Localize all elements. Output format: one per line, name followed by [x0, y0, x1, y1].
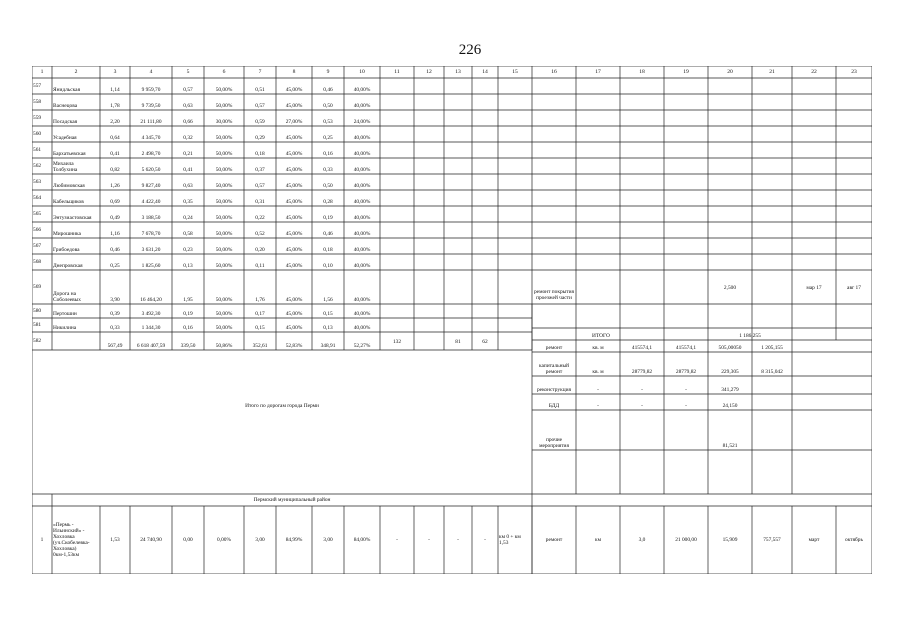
table-cell: 0,21 — [183, 151, 193, 157]
street-name: Янидльская — [53, 87, 81, 93]
work-type: реконструкция — [536, 387, 571, 393]
table-cell: 415574,1 — [675, 345, 697, 351]
table-cell: 0,57 — [183, 87, 193, 93]
street-name: Грибоедова — [53, 247, 80, 253]
table-cell: 0,16 — [183, 325, 193, 331]
column-number: 2 — [74, 68, 78, 75]
table-cell: - — [484, 536, 486, 543]
table-cell: 50,00% — [215, 151, 233, 157]
table-cell: 558 — [33, 98, 42, 105]
table-cell — [753, 376, 791, 394]
column-number: 13 — [455, 68, 461, 75]
summary-label: Итого по дорогам города Перми — [245, 402, 319, 409]
table-cell: - — [685, 403, 687, 409]
table-cell: 62 — [482, 339, 488, 345]
table-cell: 1,53 — [110, 536, 120, 543]
table-cell: 50,00% — [215, 297, 233, 303]
column-number: 19 — [683, 68, 689, 75]
column-number: 6 — [222, 68, 226, 75]
table-cell: 1 — [40, 536, 44, 543]
table-cell: 582 — [33, 337, 42, 344]
column-number: 23 — [851, 68, 857, 75]
table-cell: 45,00% — [285, 87, 303, 93]
table-cell: 30,00% — [215, 119, 233, 125]
table-cell: 84,00% — [353, 536, 371, 543]
street-name: Никилина — [53, 325, 77, 331]
table-cell: 0,35 — [183, 199, 193, 205]
column-number: 3 — [113, 68, 117, 75]
table-cell: 28779,82 — [675, 369, 697, 375]
table-cell: 0,41 — [110, 151, 120, 157]
table-cell: 40,00% — [353, 183, 371, 189]
table-cell: 3 631,20 — [141, 247, 161, 253]
table-cell: 0,20 — [255, 247, 265, 253]
table-cell: 0,29 — [255, 135, 265, 141]
total-label: ИТОГО — [592, 333, 610, 339]
column-number: 22 — [811, 68, 817, 75]
column-number: 12 — [426, 68, 432, 75]
table-cell: 567,49 — [107, 343, 123, 349]
work-type: БДД — [548, 403, 560, 409]
table-cell: 0,46 — [323, 231, 333, 237]
column-number: 1 — [40, 68, 44, 75]
table-cell: 1,26 — [110, 183, 120, 189]
table-cell: 0,49 — [110, 215, 120, 221]
table-cell: 52,27% — [353, 343, 371, 349]
table-cell: 0,69 — [110, 199, 120, 205]
table-cell: 50,86% — [215, 343, 233, 349]
table-cell: 24,150 — [722, 403, 738, 409]
table-cell: 0,31 — [255, 199, 265, 205]
table-cell: 4 345,70 — [141, 135, 161, 141]
table-cell: км 0 + км 1,53 — [499, 533, 521, 546]
table-cell: 415574,1 — [631, 345, 653, 351]
table-cell: 50,00% — [215, 103, 233, 109]
table-cell: 0,37 — [255, 167, 265, 173]
table-cell: 15,909 — [722, 536, 738, 543]
table-cell: 2,500 — [723, 285, 737, 291]
work-type: капитальный ремонт — [538, 363, 570, 375]
table-cell: 45,00% — [285, 183, 303, 189]
table-cell: 50,00% — [215, 135, 233, 141]
table-cell: 0,82 — [110, 167, 120, 173]
table-cell: 52,83% — [285, 343, 303, 349]
table-cell: 81,521 — [722, 443, 738, 449]
table-cell: 580 — [33, 307, 42, 314]
table-cell: 0,39 — [110, 311, 120, 317]
district-title: Пермский муниципальный район — [253, 496, 331, 503]
column-number: 8 — [292, 68, 296, 75]
table-cell: 0,28 — [323, 199, 333, 205]
column-number: 10 — [359, 68, 365, 75]
table-cell: 9 739,50 — [141, 103, 161, 109]
table-cell: 0,64 — [110, 135, 120, 141]
table-cell: март — [808, 536, 820, 543]
table-cell: 24,00% — [353, 119, 371, 125]
table-cell: 0,53 — [323, 119, 333, 125]
column-number: 21 — [769, 68, 775, 75]
table-cell: 565 — [33, 210, 42, 217]
table-cell: 6 618 407,59 — [136, 343, 166, 349]
table-cell: 0,52 — [255, 231, 265, 237]
column-number: 7 — [258, 68, 262, 75]
table-cell: 1 205,155 — [761, 345, 783, 351]
street-name: Васнецова — [53, 103, 78, 109]
table-cell: 40,00% — [353, 135, 371, 141]
table-cell: 0,11 — [255, 263, 265, 269]
table-cell: 45,00% — [285, 167, 303, 173]
page-number: 226 — [458, 42, 482, 58]
table-cell: 0,57 — [255, 103, 265, 109]
table-cell: 0,63 — [183, 103, 193, 109]
table-cell: 50,00% — [215, 311, 233, 317]
column-number: 20 — [727, 68, 733, 75]
table-cell: 0,33 — [110, 325, 120, 331]
table-cell: 4 422,40 — [141, 199, 161, 205]
table-cell: 45,00% — [285, 215, 303, 221]
table-cell: 567 — [33, 242, 42, 249]
table-cell: 569 — [33, 283, 42, 290]
table-cell: 0,23 — [183, 247, 193, 253]
table-cell: 1 344,30 — [141, 325, 161, 331]
table-cell: 50,00% — [215, 263, 233, 269]
table-cell: 339,50 — [180, 343, 196, 349]
table-cell: 2,20 — [110, 119, 120, 125]
table-cell: 757,557 — [763, 536, 781, 543]
table-cell: 2 498,70 — [141, 151, 161, 157]
table-cell: 50,00% — [215, 247, 233, 253]
table-cell: 0,16 — [323, 151, 333, 157]
table-cell: ремонт — [545, 536, 563, 543]
table-cell: 0,51 — [255, 87, 265, 93]
street-name: Энтузиастовская — [53, 215, 92, 221]
table-cell: 0,15 — [323, 311, 333, 317]
table-cell: 352,61 — [252, 343, 268, 349]
table-cell — [577, 410, 619, 450]
street-name — [53, 332, 99, 350]
table-cell: 3,00 — [255, 536, 265, 543]
table-cell: 45,00% — [285, 199, 303, 205]
table-cell: 341,279 — [721, 387, 739, 393]
table-cell: 45,00% — [285, 135, 303, 141]
table-cell: 0,13 — [183, 263, 193, 269]
table-cell: 40,00% — [353, 215, 371, 221]
street-name: Мирошника — [53, 231, 81, 237]
table-cell: 45,00% — [285, 325, 303, 331]
table-cell: 81 — [455, 339, 461, 345]
street-name: Днепровская — [53, 263, 83, 269]
table-cell: 45,00% — [285, 151, 303, 157]
end-month: авг 17 — [847, 285, 861, 291]
table-cell: 0,13 — [323, 325, 333, 331]
table-cell: 45,00% — [285, 103, 303, 109]
table-cell: 229,305 — [721, 369, 739, 375]
table-cell: 1,76 — [255, 297, 265, 303]
table-cell: 1,14 — [110, 87, 120, 93]
table-cell: 3,00 — [323, 536, 333, 543]
table-cell: 0,50 — [323, 183, 333, 189]
table-cell: 16 464,20 — [140, 297, 162, 303]
work-type: ремонт покрытия проезжей части — [533, 289, 575, 301]
table-cell: - — [396, 536, 398, 543]
table-cell: 50,00% — [215, 215, 233, 221]
table-cell: 45,00% — [285, 247, 303, 253]
table-cell: 8 315,042 — [761, 369, 783, 375]
table-cell: 505,00050 — [718, 345, 742, 351]
table-cell: 40,00% — [353, 167, 371, 173]
table-cell: 1,16 — [110, 231, 120, 237]
table-cell: 3,0 — [638, 536, 646, 543]
table-cell: км — [594, 536, 602, 543]
table-cell: 0,25 — [110, 263, 120, 269]
table-cell: 24 740,90 — [140, 536, 162, 543]
street-name: Михаила Толбухина — [53, 161, 78, 173]
table-cell: 7 678,70 — [141, 231, 161, 237]
table-cell: 0,15 — [255, 325, 265, 331]
table-cell: 40,00% — [353, 297, 371, 303]
table-cell: 562 — [33, 162, 42, 169]
table-cell: 0,41 — [183, 167, 193, 173]
table-cell: 563 — [33, 178, 42, 185]
street-name: Посадская — [53, 119, 78, 125]
table-cell: кв. м — [592, 369, 604, 375]
table-cell: 566 — [33, 226, 42, 233]
table-cell: 132 — [392, 339, 402, 345]
table-cell: 0,32 — [183, 135, 193, 141]
table-cell: 40,00% — [353, 103, 371, 109]
table-cell: 560 — [33, 130, 42, 137]
street-name: Кабельщиков — [53, 199, 84, 205]
work-type: ремонт — [545, 345, 563, 351]
table-cell: 40,00% — [353, 311, 371, 317]
table-cell: 50,00% — [215, 183, 233, 189]
column-number: 4 — [149, 68, 153, 75]
table-cell — [621, 410, 663, 450]
column-number: 5 — [186, 68, 190, 75]
column-number: 11 — [394, 68, 400, 75]
table-cell: 1,95 — [183, 297, 193, 303]
table-cell: 21 000,00 — [675, 536, 697, 543]
total-value: 1 186,255 — [739, 333, 761, 339]
table-cell — [753, 394, 791, 410]
table-cell: 559 — [33, 114, 42, 121]
table-cell: 557 — [33, 82, 42, 89]
start-month: мар 17 — [806, 285, 822, 291]
table-cell: 50,00% — [215, 231, 233, 237]
table-cell — [753, 410, 791, 450]
table-cell: 3 492,30 — [141, 311, 161, 317]
table-cell: - — [597, 387, 599, 393]
column-number: 9 — [326, 68, 330, 75]
table-cell: 50,00% — [215, 167, 233, 173]
table-cell — [665, 410, 707, 450]
table-cell: 21 111,80 — [140, 119, 162, 125]
table-cell: 0,00% — [217, 536, 231, 543]
table-cell: 0,50 — [323, 103, 333, 109]
table-cell: 45,00% — [285, 231, 303, 237]
table-cell: 0,25 — [323, 135, 333, 141]
street-name: Усадебная — [53, 135, 77, 141]
table-cell: 0,18 — [255, 151, 265, 157]
column-number: 18 — [639, 68, 645, 75]
table-cell: 0,00 — [183, 536, 193, 543]
table-cell: 0,46 — [110, 247, 120, 253]
column-number: 16 — [551, 68, 557, 75]
table-cell: 40,00% — [353, 199, 371, 205]
road-name: «Пермь - Ильинский» - Хохловка (уч.Скобелевка-Хохловка) 0км-1,53км — [53, 521, 90, 558]
table-cell: 0,19 — [183, 311, 193, 317]
table-cell: - — [641, 403, 643, 409]
table-cell: 40,00% — [353, 247, 371, 253]
table-cell: 50,00% — [215, 199, 233, 205]
table-cell: 1 825,60 — [141, 263, 161, 269]
table-cell: - — [685, 387, 687, 393]
table-cell: 40,00% — [353, 231, 371, 237]
table-cell: 581 — [33, 321, 42, 328]
street-name: Бархатьевская — [53, 151, 86, 157]
table-cell: 45,00% — [285, 311, 303, 317]
table-cell: 0,22 — [255, 215, 265, 221]
table-cell: 3,90 — [110, 297, 120, 303]
column-number: 17 — [595, 68, 601, 75]
table-cell: - — [457, 536, 459, 543]
table-cell: 3 188,50 — [141, 215, 161, 221]
table-cell: 0,10 — [323, 263, 333, 269]
street-name: Пертошин — [53, 311, 77, 317]
table-cell: октябрь — [845, 536, 863, 543]
street-name: Любимовская — [53, 183, 85, 189]
table-cell: 9 827,40 — [141, 183, 161, 189]
table-cell: 40,00% — [353, 87, 371, 93]
table-cell: 0,46 — [323, 87, 333, 93]
table-cell: 40,00% — [353, 325, 371, 331]
table-cell: 564 — [33, 194, 42, 201]
table-cell: 0,58 — [183, 231, 193, 237]
table-cell: 0,57 — [255, 183, 265, 189]
table-cell: 5 620,50 — [141, 167, 161, 173]
table-cell: - — [428, 536, 430, 543]
table-cell: 27,00% — [285, 119, 303, 125]
table-cell: 45,00% — [285, 263, 303, 269]
table-cell: 40,00% — [353, 263, 371, 269]
table-cell: 28779,82 — [631, 369, 653, 375]
table-cell: 348,91 — [320, 343, 336, 349]
table-cell: - — [597, 403, 599, 409]
table-cell: 561 — [33, 146, 42, 153]
street-name: Дорога на Соболеевых — [53, 291, 81, 303]
table-cell: 50,00% — [215, 87, 233, 93]
column-number: 15 — [512, 68, 518, 75]
table-cell: 0,66 — [183, 119, 193, 125]
table-cell: 0,17 — [255, 311, 265, 317]
table-cell: 0,33 — [323, 167, 333, 173]
table-cell: 1,78 — [110, 103, 120, 109]
column-number: 14 — [482, 68, 488, 75]
table-cell: 45,00% — [285, 297, 303, 303]
table-cell: 0,19 — [323, 215, 333, 221]
table-cell: 0,18 — [323, 247, 333, 253]
table-cell: 9 959,70 — [141, 87, 161, 93]
table-cell: 568 — [33, 258, 42, 265]
table-cell: кв. м — [592, 345, 604, 351]
table-cell: 84,99% — [285, 536, 303, 543]
table-cell: 50,00% — [215, 325, 233, 331]
table-cell: - — [641, 387, 643, 393]
table-cell: 0,63 — [183, 183, 193, 189]
table-cell: 1,56 — [323, 297, 333, 303]
table-cell: 0,24 — [183, 215, 193, 221]
work-type: прочие мероприятия — [539, 437, 569, 449]
table-cell: 40,00% — [353, 151, 371, 157]
table-cell: 0,59 — [255, 119, 265, 125]
